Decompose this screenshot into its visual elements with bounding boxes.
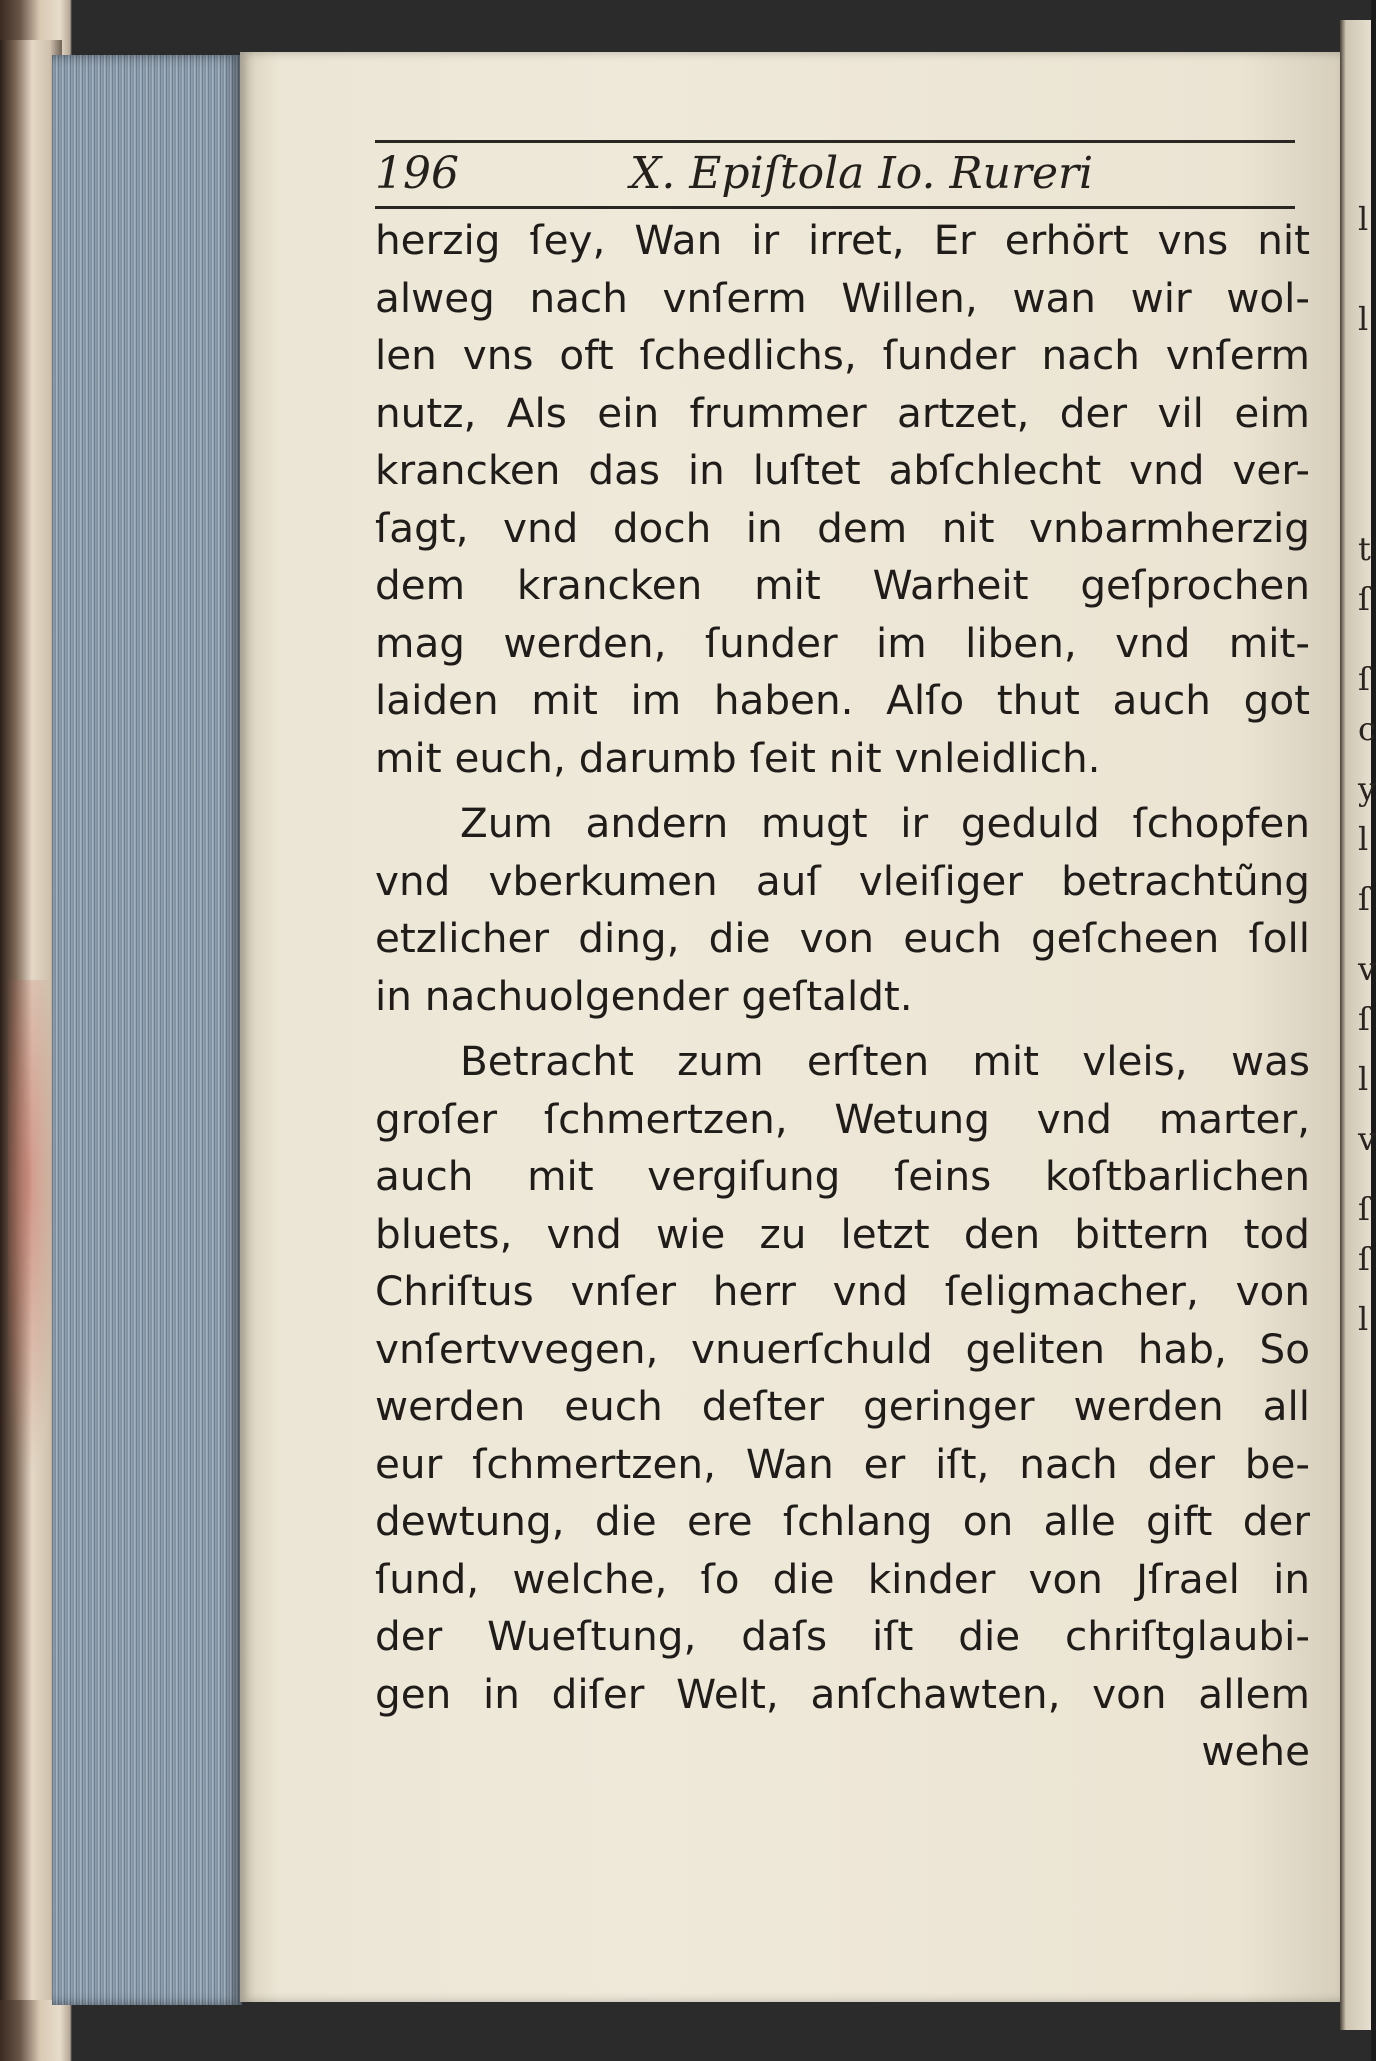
header-rule-bottom	[375, 206, 1295, 209]
page-edges	[52, 55, 242, 2005]
text-line: mit euch, darumb ſeit nit vnleidlich.	[375, 733, 1101, 782]
catchword: wehe	[1201, 1727, 1310, 1775]
text-line: dewtung, die ere ſchlang on alle gift der	[375, 1497, 1310, 1545]
facing-glyph: c	[1358, 710, 1376, 748]
facing-glyph: ſ	[1358, 580, 1370, 618]
facing-glyph: l	[1358, 1060, 1369, 1098]
text-line: mag werden, ſunder im liben, vnd mit-	[375, 618, 1310, 667]
text-line: krancken das in luſtet abſchlecht vnd ver-	[375, 446, 1310, 494]
running-head	[375, 142, 1295, 204]
text-line: vnd vberkumen auſ vleiſiger betrachtũng	[375, 856, 1310, 905]
facing-glyph: l	[1358, 1300, 1369, 1338]
text-line: etzlicher ding, die von euch geſcheen ſoll	[375, 914, 1310, 962]
text-line: auch mit vergiſung ſeins koſtbarlichen	[375, 1152, 1310, 1200]
page-number: 196	[375, 148, 459, 199]
text-line: laiden mit im haben. Alſo thut auch got	[375, 676, 1310, 724]
facing-glyph: l	[1358, 820, 1369, 858]
facing-glyph: v	[1358, 1120, 1376, 1158]
facing-glyph: ſ	[1358, 1240, 1370, 1278]
text-line: werden euch deſter geringer werden all	[375, 1382, 1310, 1430]
text-line: in nachuolgender geſtaldt.	[375, 971, 913, 1020]
text-line: der Wueſtung, daſs iſt die chriſtglaubi-	[375, 1612, 1310, 1660]
facing-glyph: ſ	[1358, 1000, 1370, 1038]
text-line: len vns oft ſchedlichs, ſunder nach vnſerm	[375, 331, 1310, 379]
text-line: eur ſchmertzen, Wan er iſt, nach der be-	[375, 1439, 1310, 1488]
text-line: Zum andern mugt ir geduld ſchopfen	[460, 799, 1310, 847]
cover-stain	[8, 980, 58, 1480]
text-line: ſagt, vnd doch in dem nit vnbarmherzig	[375, 503, 1310, 552]
text-line: alweg nach vnſerm Willen, wan wir wol-	[375, 273, 1310, 322]
text-line: dem krancken mit Warheit geſprochen	[375, 561, 1310, 609]
facing-glyph: y	[1358, 770, 1376, 808]
text-line: Betracht zum erſten mit vleis, was	[460, 1037, 1310, 1085]
text-line: herzig ſey, Wan ir irret, Er erhört vns nit	[375, 216, 1310, 264]
facing-glyph: l	[1358, 200, 1369, 238]
facing-glyph: ſ	[1358, 880, 1370, 918]
text-line: nutz, Als ein frummer artzet, der vil eim	[375, 388, 1310, 437]
facing-glyph: v	[1358, 950, 1376, 988]
text-line: ſund, welche, ſo die kinder von Jſrael in	[375, 1554, 1310, 1603]
body-text	[375, 212, 1310, 1781]
facing-glyph: t	[1358, 530, 1371, 568]
text-line: bluets, vnd wie zu letzt den bittern tod	[375, 1209, 1310, 1258]
facing-glyph: l	[1358, 300, 1369, 338]
text-line: gen in diſer Welt, anſchawten, von allem	[375, 1669, 1310, 1718]
facing-glyph: ſ	[1358, 1190, 1370, 1228]
running-title: X. Epiſtola Io. Rureri	[630, 148, 1094, 199]
text-line: vnſertvvegen, vnuerſchuld geliten hab, So	[375, 1324, 1310, 1373]
facing-glyph: ſ	[1358, 660, 1370, 698]
text-line: groſer ſchmertzen, Wetung vnd marter,	[375, 1094, 1310, 1143]
text-line: Chriſtus vnſer herr vnd ſeligmacher, von	[375, 1267, 1310, 1315]
